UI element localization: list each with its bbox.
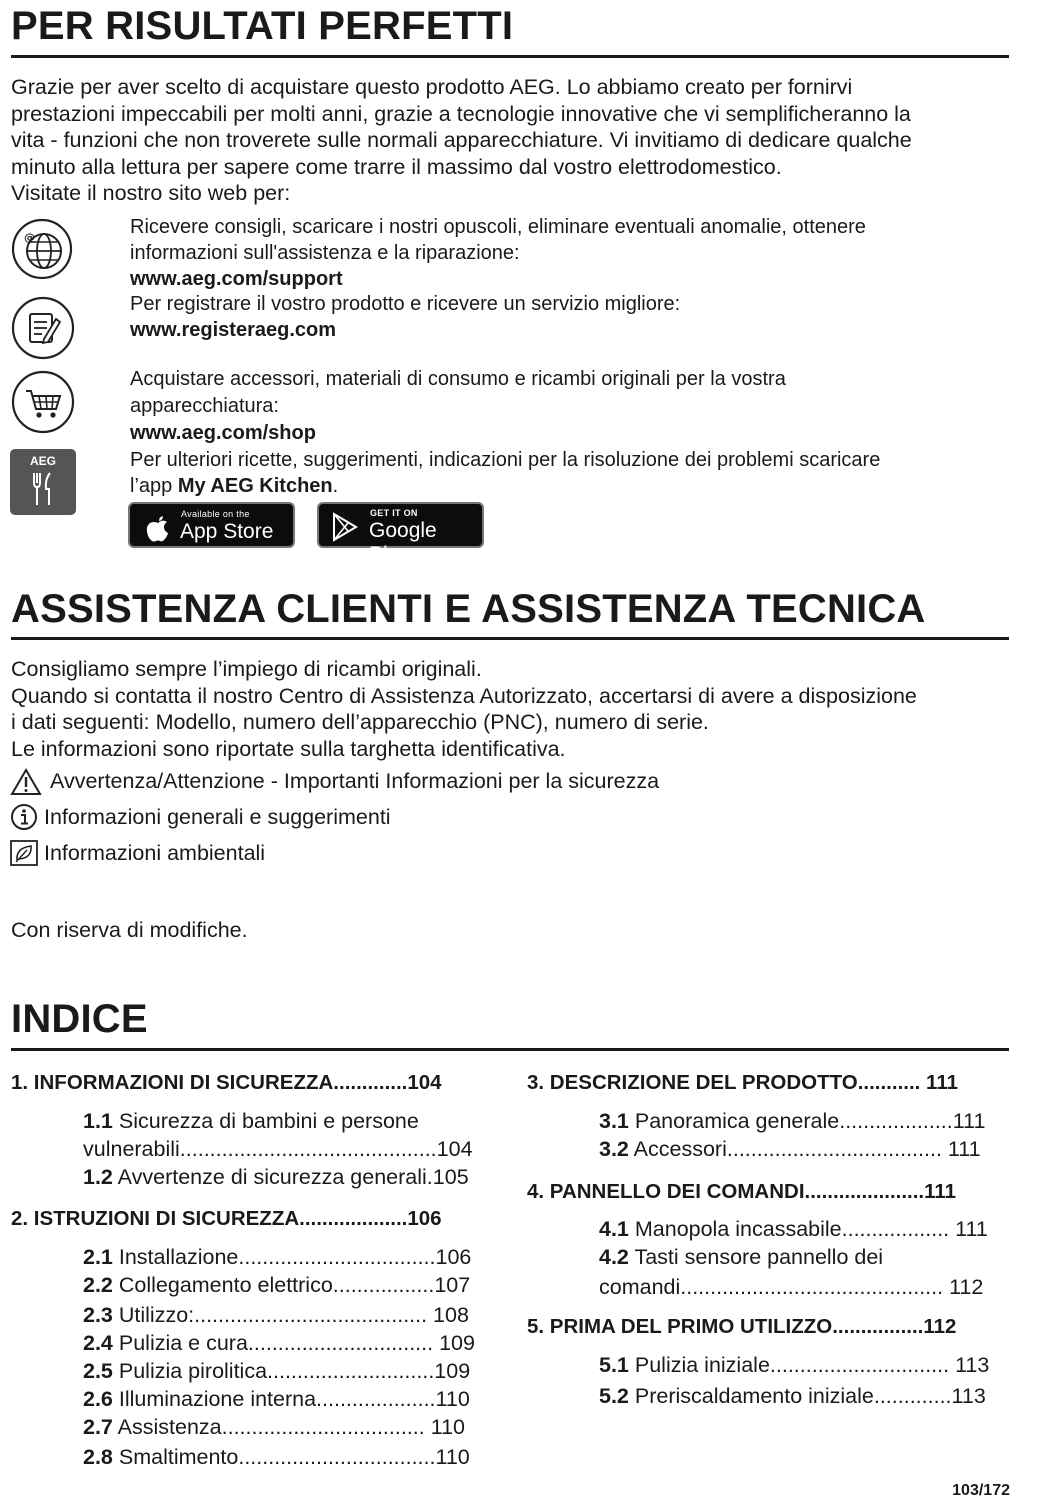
toc-item[interactable] [599, 1243, 883, 1271]
toc-item[interactable] [83, 1301, 469, 1329]
assistenza-paragraph [11, 656, 1021, 763]
service-text: Per registrare il vostro prodotto e ricevere un servizio migliore: [130, 293, 681, 315]
cart-icon [10, 369, 76, 440]
app-name: My AEG Kitchen [177, 475, 333, 497]
toc-text: Tasti sensore pannello dei [628, 1245, 884, 1269]
toc-number: 3.2 [599, 1137, 629, 1161]
toc-item[interactable] [83, 1443, 470, 1471]
service-text: Acquistare accessori, materiali di consumo e ricambi originali per la vostra [130, 368, 786, 390]
toc-text: Utilizzo:....................................... 108 [112, 1303, 469, 1327]
toc-item[interactable] [599, 1107, 985, 1135]
assistenza-line: i dati seguenti: Modello, numero dell’apparecchio (PNC), numero di serie. [11, 710, 709, 735]
toc-text: Panoramica generale...................111 [628, 1109, 986, 1133]
toc-number: 2.2 [83, 1273, 113, 1297]
toc-text: Smaltimento.................................110 [112, 1445, 470, 1469]
support-link[interactable]: www.aeg.com/support [130, 268, 343, 290]
toc-number: 5.2 [599, 1384, 629, 1408]
modifiche-note: Con riserva di modifiche. [11, 918, 248, 942]
assistenza-line: Quando si contatta il nostro Centro di Assistenza Autorizzato, accertarsi di avere a disposizione [11, 683, 917, 708]
service-register [130, 291, 1010, 343]
google-play-badge[interactable] [317, 502, 484, 566]
toc-number: 2.7 [83, 1415, 113, 1439]
google-play-small: GET IT ON [370, 508, 418, 518]
shop-link[interactable]: www.aeg.com/shop [130, 422, 316, 444]
info-icon [10, 804, 40, 832]
toc-item[interactable] [599, 1215, 988, 1243]
section-title-assistenza: ASSISTENZA CLIENTI E ASSISTENZA TECNICA [11, 587, 926, 631]
toc-item[interactable] [83, 1271, 470, 1299]
toc-item[interactable] [83, 1163, 469, 1191]
register-icon [10, 295, 76, 366]
toc-text: Avvertenze di sicurezza generali.105 [112, 1165, 469, 1189]
toc-number: 1.2 [83, 1165, 113, 1189]
assistenza-line: Consigliamo sempre l’impiego di ricambi originali. [11, 657, 482, 681]
service-text: Per ulteriori ricette, suggerimenti, indicazioni per la risoluzione dei problemi scaricare [130, 449, 881, 471]
toc-item-cont[interactable]: comandi............................................ 112 [599, 1275, 984, 1299]
assistenza-line: Le informazioni sono riportate sulla targhetta identificativa. [11, 737, 566, 762]
toc-heading[interactable]: 1. INFORMAZIONI DI SICUREZZA.............104 [11, 1071, 442, 1094]
toc-text: Assistenza.................................. 110 [112, 1415, 465, 1439]
toc-text: Sicurezza di bambini e persone [112, 1109, 419, 1133]
toc-number: 1.1 [83, 1109, 113, 1133]
aeg-app-icon [10, 449, 76, 515]
service-text: apparecchiatura: [130, 395, 279, 417]
toc-item[interactable] [83, 1243, 471, 1271]
leaf-icon [10, 840, 40, 868]
toc-text: Installazione.................................106 [112, 1245, 472, 1269]
app-store-small: Available on the [181, 509, 250, 519]
toc-number: 2.1 [83, 1245, 113, 1269]
app-store-label: App Store [180, 520, 274, 543]
toc-number: 2.4 [83, 1331, 113, 1355]
globe-icon [10, 217, 74, 286]
toc-number: 2.3 [83, 1303, 113, 1327]
toc-item[interactable] [599, 1351, 989, 1379]
toc-heading[interactable]: 4. PANNELLO DEI COMANDI.....................111 [527, 1180, 957, 1203]
service-text: informazioni sull'assistenza e la riparazione: [130, 242, 520, 264]
title-rule [11, 1048, 1009, 1051]
toc-heading[interactable]: 5. PRIMA DEL PRIMO UTILIZZO................112 [527, 1315, 957, 1338]
title-rule [11, 637, 1009, 640]
toc-heading[interactable]: 2. ISTRUZIONI DI SICUREZZA...................106 [11, 1207, 442, 1230]
toc-item[interactable] [83, 1107, 419, 1135]
register-link[interactable]: www.registeraeg.com [130, 319, 336, 341]
legend-environment [10, 840, 265, 866]
aeg-app-label: AEG [29, 454, 56, 468]
legend-text: Informazioni ambientali [44, 841, 266, 865]
legend-warning [10, 768, 659, 794]
title-rule [11, 55, 1009, 58]
app-suffix: . [332, 475, 339, 497]
apple-icon [145, 512, 171, 542]
toc-text: Pulizia iniziale.............................. 113 [628, 1353, 990, 1377]
google-play-icon [331, 512, 359, 542]
service-shop [130, 366, 1010, 447]
page-number: 103/172 [952, 1482, 1010, 1499]
toc-item-cont[interactable]: vulnerabili...........................................104 [83, 1137, 473, 1161]
service-app [130, 447, 1010, 499]
toc-number: 5.1 [599, 1353, 629, 1377]
intro-paragraph [11, 74, 1021, 207]
toc-text: Accessori.................................... 111 [628, 1137, 981, 1161]
toc-text: Pulizia pirolitica............................109 [112, 1359, 471, 1383]
service-text: Ricevere consigli, scaricare i nostri opuscoli, eliminare eventuali anomalie, ottenere [130, 216, 866, 238]
legend-info [10, 804, 391, 830]
service-text [130, 473, 1010, 499]
toc-number: 4.2 [599, 1245, 629, 1269]
toc-item[interactable] [599, 1135, 981, 1163]
legend-text: Informazioni generali e suggerimenti [44, 805, 391, 829]
intro-line: Grazie per aver scelto di acquistare questo prodotto AEG. Lo abbiamo creato per fornirvi [11, 75, 853, 99]
toc-heading[interactable]: 3. DESCRIZIONE DEL PRODOTTO........... 111 [527, 1071, 958, 1094]
toc-number: 4.1 [599, 1217, 629, 1241]
toc-text: Illuminazione interna....................110 [112, 1387, 470, 1411]
toc-item[interactable] [83, 1413, 465, 1441]
intro-line: Visitate il nostro sito web per: [11, 181, 291, 205]
toc-text: Manopola incassabile.................. 111 [628, 1217, 988, 1241]
toc-number: 2.8 [83, 1445, 113, 1469]
toc-number: 3.1 [599, 1109, 629, 1133]
toc-text: Preriscaldamento iniziale.............113 [628, 1384, 986, 1408]
toc-item[interactable] [599, 1382, 986, 1410]
toc-number: 2.5 [83, 1359, 113, 1383]
warning-icon [10, 768, 42, 796]
toc-number: 2.6 [83, 1387, 113, 1411]
app-store-badge[interactable] [128, 502, 295, 548]
section-title-indice: INDICE [11, 997, 148, 1041]
intro-line: minuto alla lettura per sapere come trarre il massimo dal vostro elettrodomestico. [11, 154, 782, 179]
section-title-risultati: PER RISULTATI PERFETTI [11, 4, 514, 48]
toc-item[interactable] [83, 1385, 470, 1413]
app-prefix: l’app [130, 475, 178, 497]
toc-item[interactable] [83, 1357, 470, 1385]
toc-item[interactable] [83, 1329, 475, 1357]
service-support [130, 214, 1010, 292]
svg-text:@: @ [24, 231, 35, 244]
toc-text: Collegamento elettrico.................107 [112, 1273, 471, 1297]
intro-line: prestazioni impeccabili per molti anni, grazie a tecnologie innovative che vi semplificheranno la [11, 101, 911, 126]
intro-line: vita - funzioni che non troverete sulle normali apparecchiature. Vi invitiamo di dedicare qualche [11, 128, 912, 152]
google-play-label: Google Play [369, 519, 437, 566]
legend-text: Avvertenza/Attenzione - Importanti Informazioni per la sicurezza [50, 769, 660, 793]
toc-text: Pulizia e cura............................... 109 [112, 1331, 475, 1355]
